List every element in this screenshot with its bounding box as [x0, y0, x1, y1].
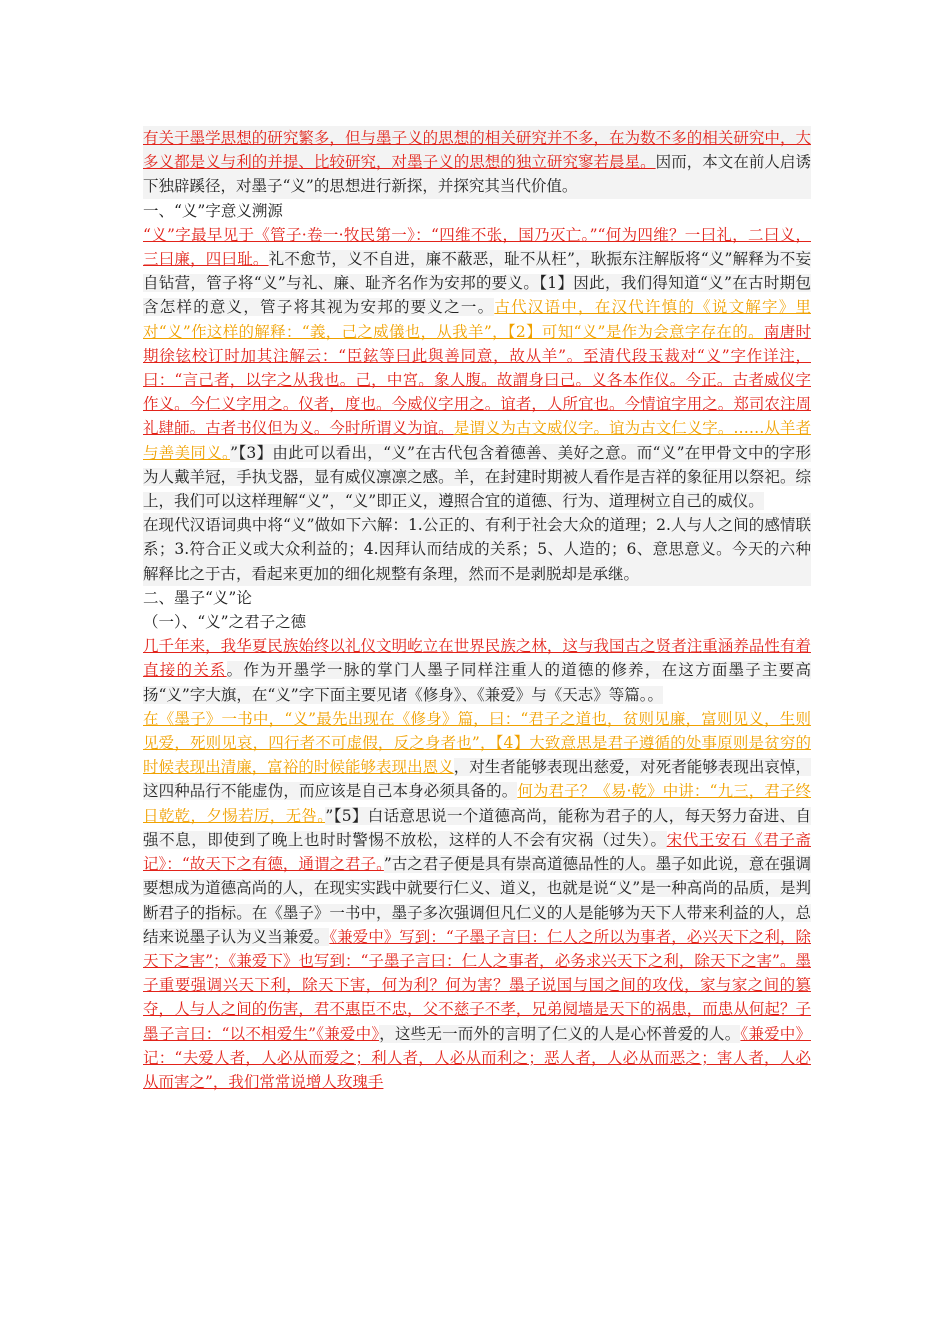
body-text: 礼不愈节，义不自进，廉不蔽恶，耻不从枉”，耿振东注解版将“义”解释为不妄自钻营，管子将“义”与礼、廉、耻齐名作为安邦的要义。【1】因此，我们得知道“义”在古时期包含怎样的意义，管子将其视为安邦的要义之一。 [143, 250, 811, 317]
section-heading-text: 一、“义”字意义溯源 [143, 201, 283, 220]
highlighted-text-yellow: 在《墨子》一书中，“义”最先出现在《修身》篇，曰：“君子之道也，贫则见廉，富则见义，生则见爱，死则见哀，四行者不可虚假，反之身者也”，【4】大致意思是君子遵循的处事原则是贫穷的时候表现出清廉，富裕的时候能够表现出恩义 [143, 709, 811, 777]
body-text: 在现代汉语词典中将“义”做如下六解：1.公正的、有利于社会大众的道理；2.人与人之间的感情联系；3.符合正义或大众利益的；4.因拜认而结成的关系；5、人造的；6、意思意义。今天的六种解释比之于古，看起来更加的细化规整有条理，然而不是剥脱却是承继。 [143, 516, 811, 583]
highlighted-text-red: 《兼爱中》记：“夫爱人者，人必从而爱之；利人者，人必从而利之；恶人者，人必从而恶之；害人者，人必从而害之”，我们常常说增人玫瑰手 [143, 1024, 811, 1091]
body-text: 。作为开墨学一脉的掌门人墨子同样注重人的道德的修养，在这方面墨子主要高扬“义”字大旗，在“义”字下面主要见诸《修身》、《兼爱》与《天志》等篇。。 [143, 661, 811, 704]
body-text: ”古之君子便是具有崇高道德品性的人。墨子如此说，意在强调要想成为道德高尚的人，在现实实践中就要行仁义、道义，也就是说“义”是一种高尚的品质，是判断君子的指标。在《墨子》一书中，墨子多次强调但凡仁义的人是能够为天下人带来利益的人，总结来说墨子认为义当兼爱。 [143, 855, 811, 946]
section-heading-2 [143, 586, 811, 610]
document-body [143, 126, 811, 1094]
mozi-paragraph [143, 707, 811, 1094]
section-heading-1 [143, 199, 811, 223]
body-text: ”【3】由此可以看出，“义”在古代包含着德善、美好之意。而“义”在甲骨文中的字形为人戴羊冠，手执戈器，显有威仪凛凛之感。羊，在封建时期被人看作是吉祥的象征用以祭祀。综上，我们可以这样理解“义”，“义”即正义，遵照合宜的道德、行为、道理树立自己的威仪。 [143, 443, 811, 511]
highlighted-text-red: 几千年来，我华夏民族始终以礼仪文明屹立在世界民族之林，这与我国古之贤者注重涵养品性有着直接的关系 [143, 637, 811, 680]
highlighted-text-red: 《兼爱中》写到：“子墨子言曰：仁人之所以为事者，必兴天下之利，除天下之害”；《兼爱下》也写到：“子墨子言曰：仁人之事者，必务求兴天下之利，除天下之害”。墨子重要强调兴天下利，除天下害，何为利？何为害？墨子说国与国之间的攻伐，家与家之间的篡夺，人与人之间的伤害，君不惠臣不忠，父不慈子不孝，兄弟阋墙是天下的祸患，而患从何起？子墨子言曰：“以不相爱生”《兼爱中》 [143, 927, 811, 1043]
intro-paragraph [143, 126, 811, 199]
highlighted-text-red: “义”字最早见于《管子·卷一·牧民第一》：“四维不张，国乃灭亡。”“何为四维？一曰礼，二曰义，三曰廉，四曰耻。 [143, 225, 811, 269]
body-text: ”【5】白话意思说一个道德高尚，能称为君子的人，每天努力奋进、自强不息，即使到了晚上也时时警惕不放松，这样的人不会有灾祸（过失）。 [143, 806, 811, 849]
highlighted-text-yellow: 何为君子？《易·乾》中讲：“九三，君子终日乾乾，夕惕若厉，无咎。 [143, 782, 811, 825]
highlighted-text-red: 南唐时期徐铉校订时加其注解云：“臣鉉等曰此與善同意，故从羊”。至清代段玉裁对“义”字作详注，曰：“言己者，以字之从我也。己，中宮。象人腹。故謂身曰己。义各本作仪。今正。古者威仪字作义。今仁义字用之。仪者，度也。今威仪字用之。谊者，人所宜也。今情谊字用之。郑司农注周礼肆師。古者书仪但为义。今时所谓义为谊。 [143, 322, 811, 438]
body-text: ，对生者能够表现出慈爱，对死者能够表现出哀悼，这四种品行不能虚伪，而应该是自己本身必须具备的。 [143, 758, 811, 801]
body-text: 因而，本文在前人启诱下独辟蹊径，对墨子“义”的思想进行新探，并探究其当代价值。 [143, 153, 811, 196]
highlighted-text-yellow: 是谓义为古文威仪字。谊为古文仁义字。……从羊者与善美同义。 [143, 419, 811, 462]
highlighted-text-red: 有关于墨学思想的研究繁多，但与墨子义的思想的相关研究并不多，在为数不多的相关研究中，大多义都是义与利的并提、比较研究，对墨子义的思想的独立研究寥若晨星。 [143, 129, 811, 172]
modern-meaning-paragraph [143, 513, 811, 586]
subsection-heading-1 [143, 610, 811, 634]
subsection-heading-text: （一）、“义”之君子之德 [143, 613, 307, 632]
virtue-paragraph [143, 634, 811, 707]
section-heading-text: 二、墨子“义”论 [143, 588, 252, 607]
body-text: ，这些无一而外的言明了仁义的人是心怀普爱的人。 [379, 1024, 741, 1043]
highlighted-text-red: 宋代王安石《君子斋记》：“故天下之有德，通谓之君子。 [143, 830, 811, 874]
etymology-paragraph [143, 223, 811, 513]
highlighted-text-yellow: 古代汉语中，在汉代许慎的《说文解字》里对“义”作这样的解释：“義，己之威儀也，从我羊”，【2】可知“义”是作为会意字存在的。 [143, 298, 811, 341]
